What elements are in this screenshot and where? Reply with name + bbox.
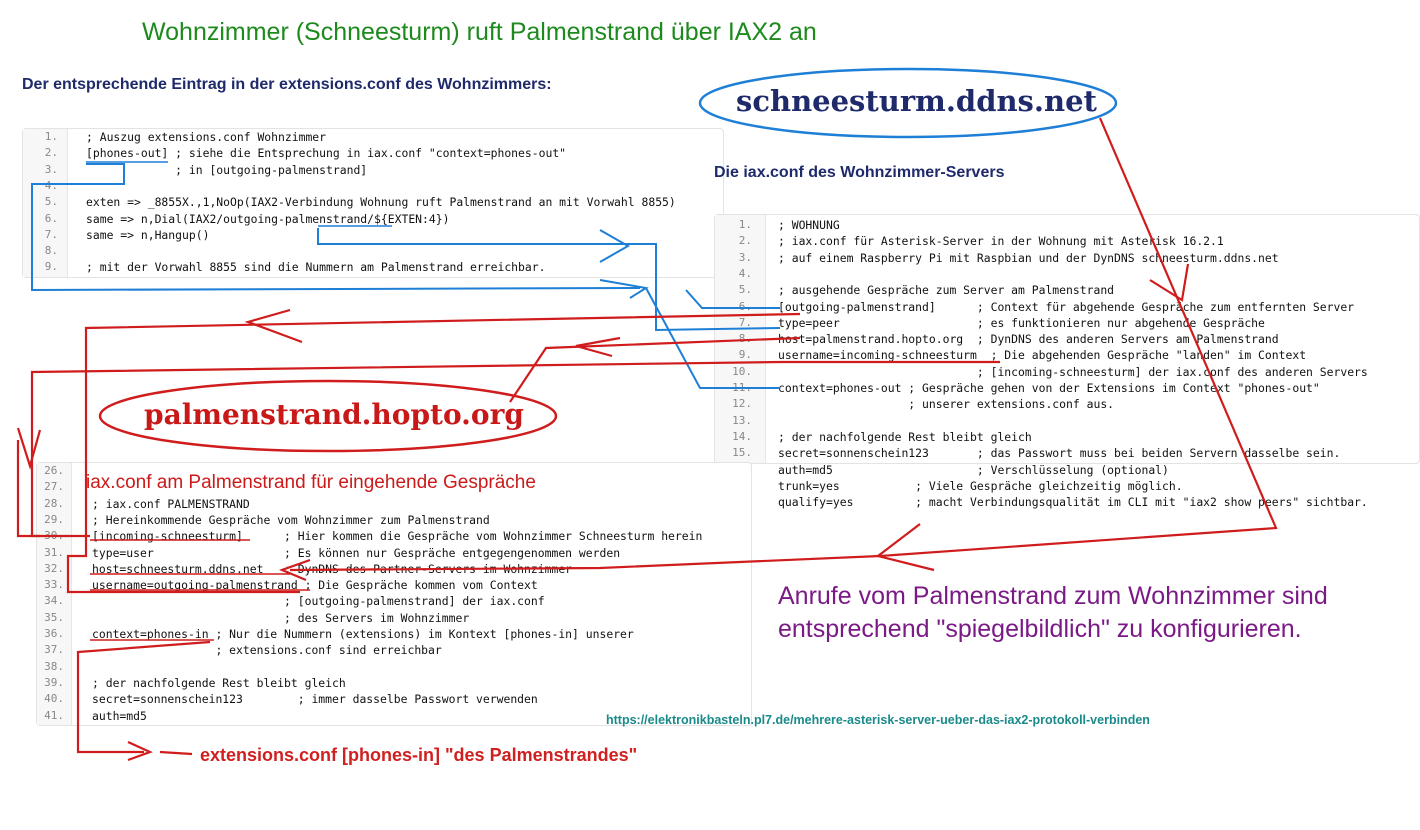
code-line: ; extensions.conf sind erreichbar: [92, 643, 442, 658]
code-line: secret=sonnenschein123 ; immer dasselbe Passwort verwenden: [92, 692, 538, 707]
red-arrows: [18, 118, 1276, 760]
code-line: host=schneesturm.ddns.net ; DynDNS des Partner-Servers im Wohnzimmer: [92, 561, 573, 576]
code-line: username=incoming-schneesturm ; Die abgehenden Gespräche "landen" im Context: [778, 348, 1307, 363]
code-line: context=phones-out ; Gespräche gehen von der Extensions im Context "phones-out": [778, 381, 1320, 395]
code-line: ; [incoming-schneesturm] der iax.conf des anderen Servers: [778, 364, 1368, 379]
palmenstrand-title: iax.conf am Palmenstrand für eingehende Gespräche: [86, 472, 536, 493]
line-number: 29.: [44, 512, 64, 526]
code-line: trunk=yes ; Viele Gespräche gleichzeitig möglich.: [778, 478, 1183, 493]
code-line: ; iax.conf PALMENSTRAND: [92, 496, 250, 511]
line-number: 31.: [44, 545, 64, 559]
code-line: ; Hereinkommende Gespräche vom Wohnzimmer zum Palmenstrand: [92, 512, 490, 527]
code-line: ; WOHNUNG: [778, 218, 840, 232]
line-number: 26.: [44, 464, 64, 477]
line-number: 3.: [738, 250, 752, 264]
line-number: 39.: [44, 675, 64, 689]
line-number: 1.: [738, 218, 752, 231]
line-number: 8.: [44, 244, 58, 258]
code-line: ; auf einem Raspberry Pi mit Raspbian und der DynDNS schneesturm.ddns.net: [778, 250, 1279, 265]
code-line: ; unserer extensions.conf aus.: [778, 397, 1115, 412]
label-palmenstrand-hopto: palmenstrand.hopto.org: [144, 398, 524, 431]
code-line: same => n,Dial(IAX2/outgoing-palmenstrand/${EXTEN:4}): [86, 211, 450, 226]
code-line: [phones-out] ; siehe die Entsprechung in iax.conf "context=phones-out": [86, 146, 567, 161]
source-url: https://elektronikbasteln.pl7.de/mehrere-asterisk-server-ueber-das-iax2-protokoll-verbinden: [606, 713, 1150, 727]
line-number: 2.: [738, 234, 752, 248]
code-line: ; in [outgoing-palmenstrand]: [86, 162, 368, 177]
line-number: 14.: [732, 429, 752, 443]
blue-underlines: [86, 162, 392, 226]
code-line: [outgoing-palmenstrand] ; Context für abgehende Gespräche zum entfernten Server: [778, 299, 1355, 314]
line-number: 5.: [44, 195, 58, 209]
line-number: 35.: [44, 610, 64, 624]
line-number: 7.: [44, 227, 58, 241]
line-number: 36.: [44, 627, 64, 640]
note-mirror-config: Anrufe vom Palmenstrand zum Wohnzimmer sind entsprechend "spiegelbildlich" zu konfigurieren.: [778, 582, 1328, 643]
code-line: ; Auszug extensions.conf Wohnzimmer: [86, 130, 327, 144]
line-number: 4.: [738, 266, 752, 280]
diagram-title: Wohnzimmer (Schneesturm) ruft Palmenstrand über IAX2 an: [142, 18, 817, 46]
line-number: 3.: [44, 162, 58, 176]
line-number: 9.: [738, 348, 752, 362]
code-line: context=phones-in ; Nur die Nummern (extensions) im Kontext [phones-in] unserer: [92, 627, 634, 641]
code-line: type=user ; Es können nur Gespräche entgegengenommen werden: [92, 545, 621, 560]
code-line: auth=md5 ; Verschlüsselung (optional): [778, 462, 1169, 477]
line-number: 33.: [44, 578, 64, 592]
heading-iax: Die iax.conf des Wohnzimmer-Servers: [714, 164, 1005, 181]
code-line: host=palmenstrand.hopto.org ; DynDNS des anderen Servers am Palmenstrand: [778, 332, 1279, 347]
line-number: 38.: [44, 659, 64, 673]
code-line: auth=md5: [92, 708, 147, 723]
code-line: ; [outgoing-palmenstrand] der iax.conf: [92, 594, 545, 609]
code-line: exten => _8855X.,1,NoOp(IAX2-Verbindung Wohnung ruft Palmenstrand an mit Vorwahl 8855): [86, 195, 676, 210]
label-schneesturm-ddns: schneesturm.ddns.net: [736, 84, 1097, 118]
code-line: ; des Servers im Wohnzimmer: [92, 610, 470, 625]
label-extensions-phones-in: extensions.conf [phones-in] "des Palmenstrandes": [200, 745, 638, 765]
line-number: 32.: [44, 561, 64, 575]
line-number: 6.: [738, 299, 752, 313]
code-line: qualify=yes ; macht Verbindungsqualität im CLI mit "iax2 show peers" sichtbar.: [778, 495, 1368, 510]
line-number: 41.: [44, 708, 64, 722]
line-number: 27.: [44, 480, 64, 494]
code-line: ; der nachfolgende Rest bleibt gleich: [778, 429, 1032, 444]
line-number: 37.: [44, 643, 64, 657]
line-number: 8.: [738, 332, 752, 346]
line-number: 1.: [44, 130, 58, 143]
line-number: 2.: [44, 146, 58, 160]
line-number: 7.: [738, 315, 752, 329]
code-line: username=outgoing-palmenstrand ; Die Gespräche kommen vom Context: [92, 578, 538, 593]
code-line: ; iax.conf für Asterisk-Server in der Wohnung mit Asterisk 16.2.1: [778, 234, 1224, 249]
line-number: 28.: [44, 496, 64, 510]
line-number: 5.: [738, 283, 752, 297]
code-line: secret=sonnenschein123 ; das Passwort muss bei beiden Servern dasselbe sein.: [778, 446, 1341, 461]
line-number: 12.: [732, 397, 752, 411]
code-line: [incoming-schneesturm] ; Hier kommen die Gespräche vom Wohnzimmer Schneesturm herein: [92, 529, 703, 544]
line-number: 6.: [44, 211, 58, 225]
code-line: type=peer ; es funktionieren nur abgehende Gespräche: [778, 315, 1265, 330]
code-line: same => n,Hangup(): [86, 227, 210, 242]
code-line: ; ausgehende Gespräche zum Server am Palmenstrand: [778, 283, 1115, 298]
blue-arrows: [32, 164, 780, 388]
code-line: ; der nachfolgende Rest bleibt gleich: [92, 675, 346, 690]
line-number: 10.: [732, 364, 752, 378]
line-number: 30.: [44, 529, 64, 543]
line-number: 13.: [732, 413, 752, 427]
line-number: 15.: [732, 446, 752, 460]
line-number: 4.: [44, 178, 58, 192]
line-number: 11.: [732, 381, 752, 394]
line-number: 34.: [44, 594, 64, 608]
heading-extensions: Der entsprechende Eintrag in der extensions.conf des Wohnzimmers:: [22, 76, 552, 93]
line-number: 40.: [44, 692, 64, 706]
line-number: 9.: [44, 260, 58, 274]
code-line: ; mit der Vorwahl 8855 sind die Nummern am Palmenstrand erreichbar.: [86, 260, 546, 275]
